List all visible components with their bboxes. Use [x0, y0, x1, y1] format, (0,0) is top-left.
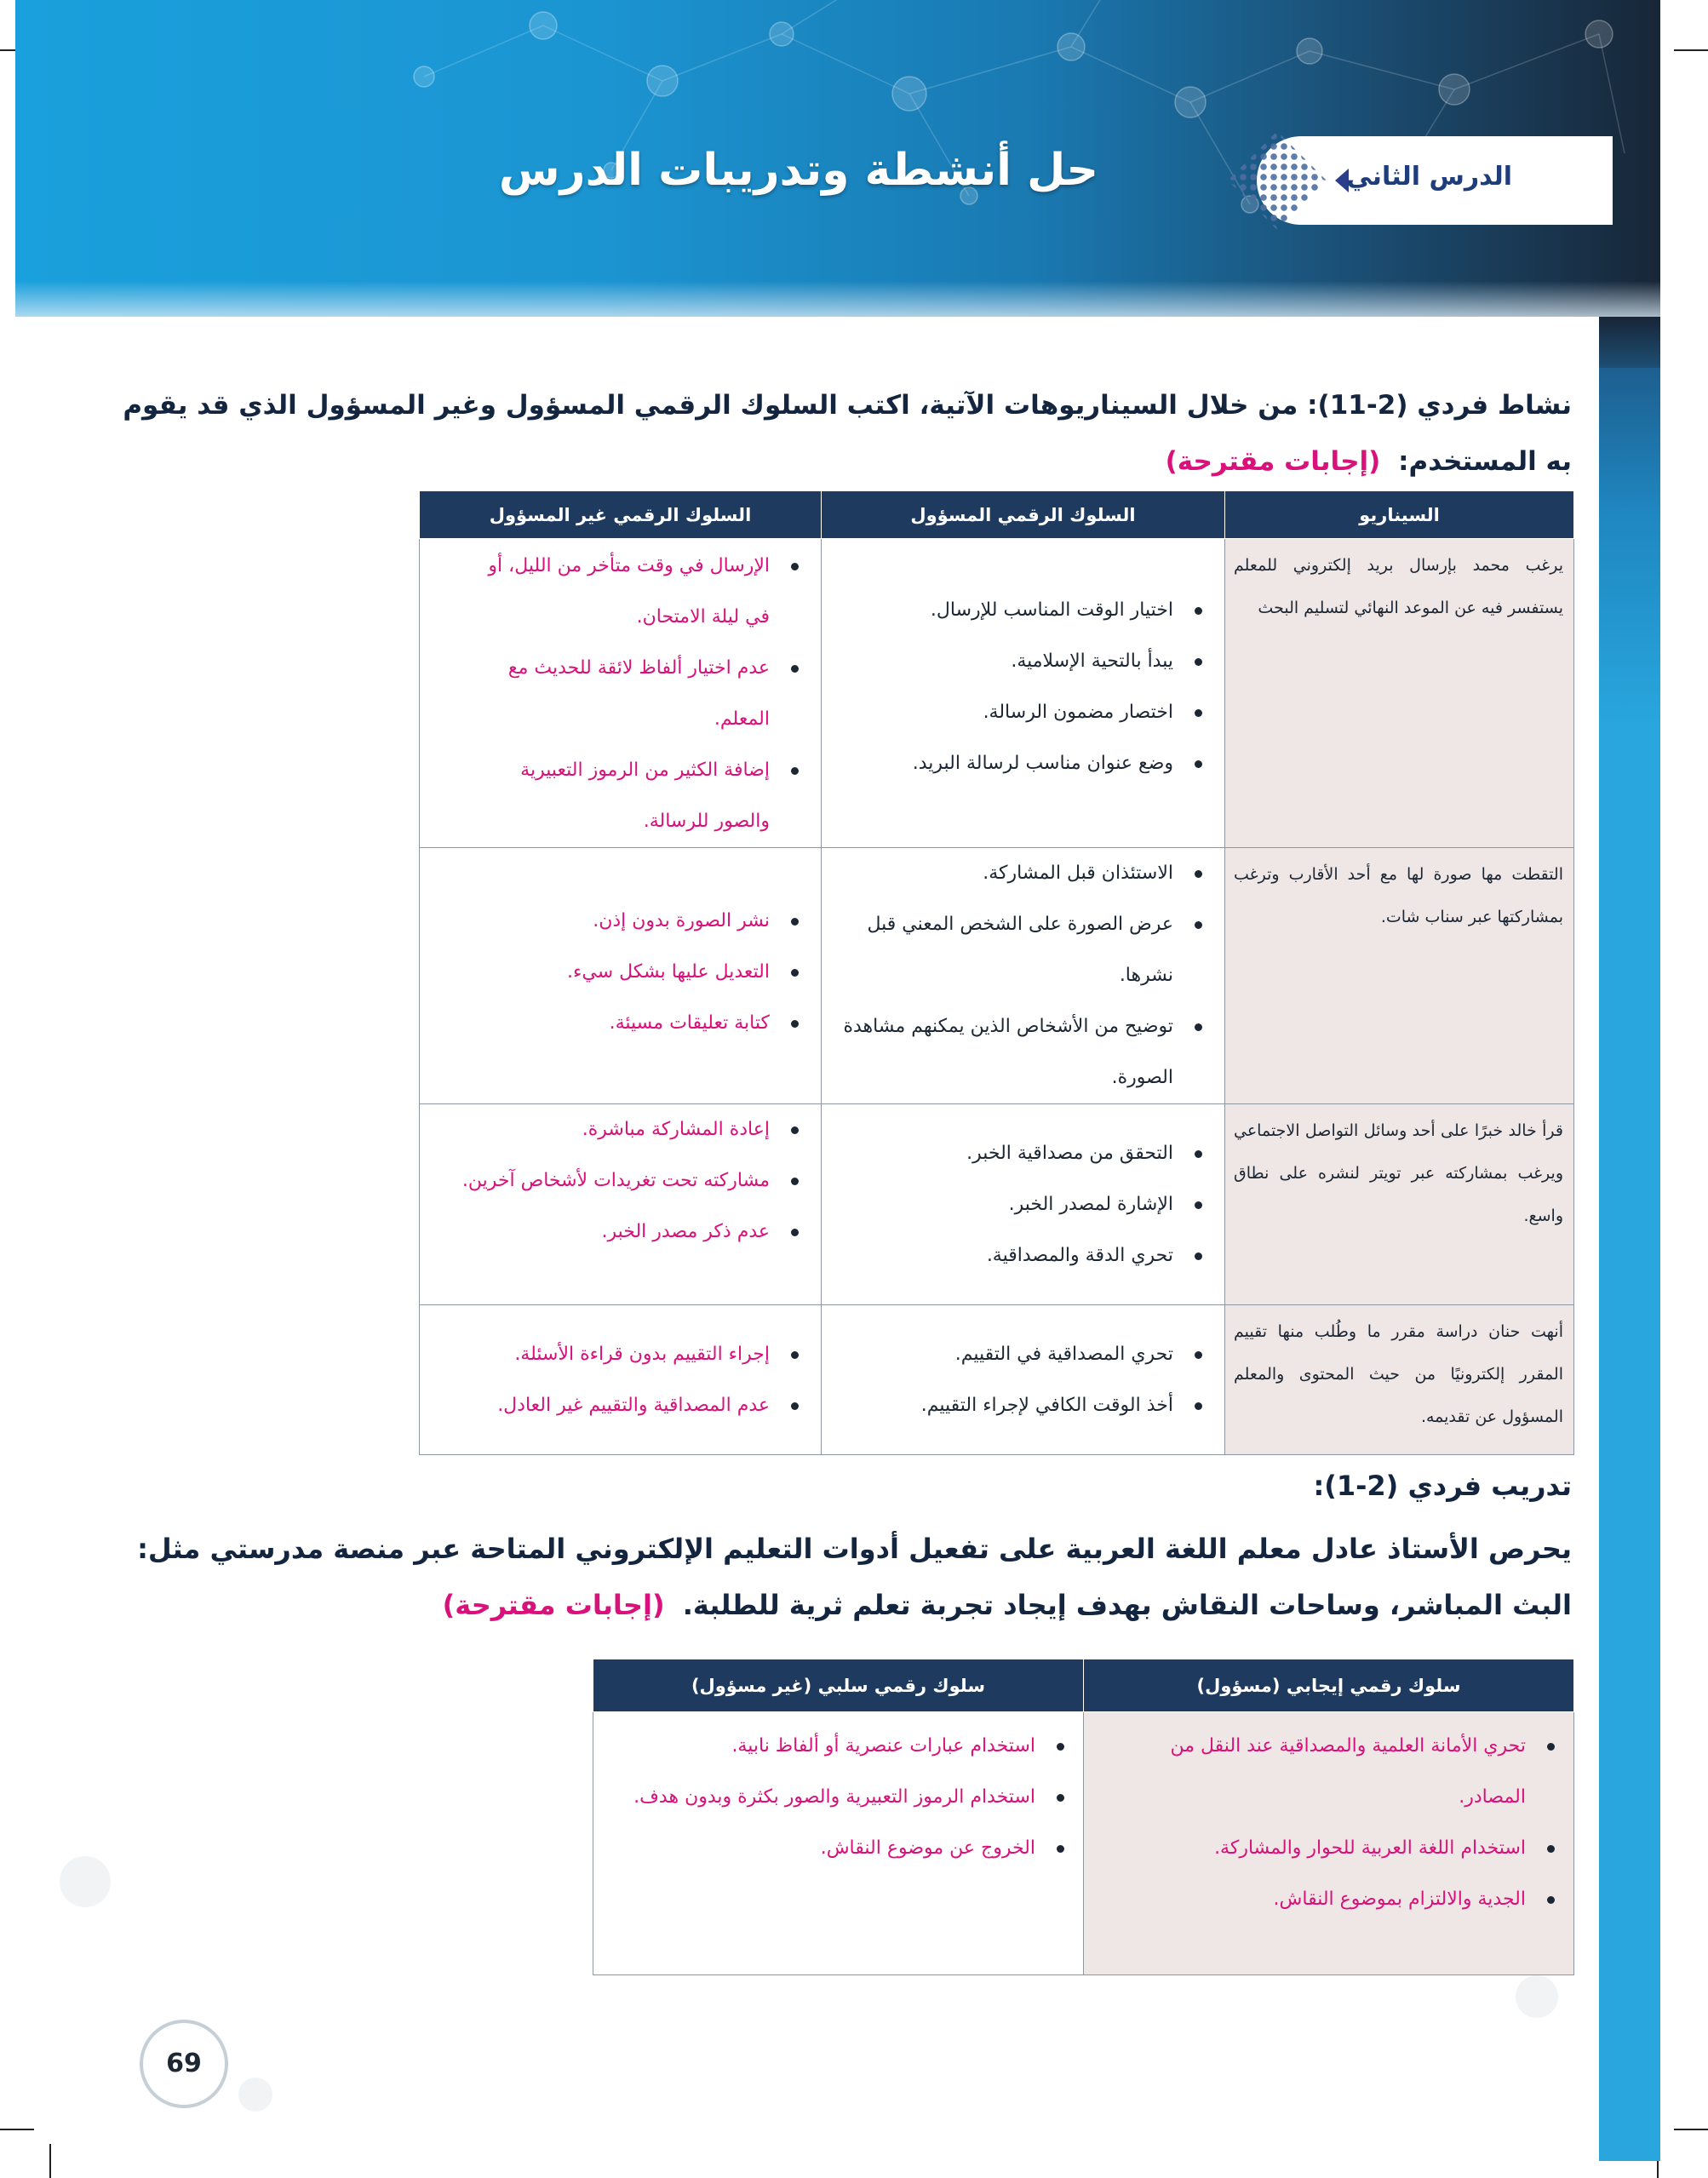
training-title: تدريب فردي (2-1): — [1313, 1470, 1572, 1502]
responsible-cell — [822, 848, 1225, 1104]
responsible-cell — [822, 1305, 1225, 1455]
side-strip — [1599, 368, 1660, 2161]
column-header-irresponsible: السلوك الرقمي غير المسؤول — [420, 491, 822, 539]
table-row — [420, 1104, 1574, 1305]
suggested-answers-label: (إجابات مقترحة) — [442, 1589, 665, 1621]
list-item: مشاركته تحت تغريدات لأشخاص آخرين. — [428, 1155, 805, 1206]
table-header-row — [593, 1659, 1574, 1712]
column-header-scenario: السيناريو — [1225, 491, 1574, 539]
training-line2 — [443, 1589, 1572, 1621]
crop-mark — [1674, 49, 1708, 51]
list-item: تحري الدقة والمصداقية. — [830, 1230, 1209, 1281]
suggested-answers-label: (إجابات مقترحة) — [1165, 446, 1381, 477]
list-item: الإرسال في وقت متأخر من الليل، أو في ليلة الامتحان. — [471, 541, 805, 643]
training-line1: يحرص الأستاذ عادل معلم اللغة العربية على تفعيل أدوات التعليم الإلكتروني المتاحة عبر منصة مدرستي مثل: — [137, 1533, 1572, 1565]
list-item: إعادة المشاركة مباشرة. — [428, 1104, 805, 1155]
irresponsible-cell — [420, 848, 822, 1104]
list-item: تحري المصداقية في التقييم. — [830, 1329, 1209, 1380]
list-item: الإشارة لمصدر الخبر. — [830, 1179, 1209, 1230]
list-item: إجراء التقييم بدون قراءة الأسئلة. — [428, 1329, 805, 1380]
table-header-row — [420, 491, 1574, 539]
list-item: استخدام الرموز التعبيرية والصور بكثرة وبدون هدف. — [610, 1772, 1071, 1823]
list-item: عدم المصداقية والتقييم غير العادل. — [428, 1380, 805, 1431]
background-decoration — [1516, 1975, 1558, 2018]
activity-heading-prefix: به المستخدم: — [1398, 446, 1572, 477]
list-item: وضع عنوان مناسب لرسالة البريد. — [830, 738, 1209, 789]
irresponsible-cell — [420, 539, 822, 848]
column-header-positive: سلوك رقمي إيجابي (مسؤول) — [1084, 1659, 1574, 1712]
background-decoration — [238, 2078, 272, 2112]
page-title: حل أنشطة وتدريبات الدرس — [498, 145, 1098, 196]
list-item: استخدام اللغة العربية للحوار والمشاركة. — [1126, 1823, 1562, 1874]
scenario-cell: قرأ خالد خبرًا على أحد وسائل التواصل الاجتماعي ويرغب بمشاركته عبر تويتر لنشره على نطاق واسع. — [1225, 1104, 1574, 1305]
list-item: استخدام عبارات عنصرية أو ألفاظ نابية. — [610, 1721, 1071, 1772]
training-line2-text: البث المباشر، وساحات النقاش بهدف إيجاد تجربة تعلم ثرية للطلبة. — [682, 1589, 1572, 1621]
table-row — [593, 1712, 1574, 1975]
list-item: الاستئذان قبل المشاركة. — [830, 848, 1209, 899]
scenario-cell: التقطت مها صورة لها مع أحد الأقارب وترغب بمشاركتها عبر سناب شات. — [1225, 848, 1574, 1104]
behavior-table — [593, 1659, 1574, 1975]
list-item: الجدية والالتزام بموضوع النقاش. — [1126, 1874, 1562, 1925]
list-item: التعديل عليها بشكل سيء. — [428, 947, 805, 998]
responsible-cell — [822, 1104, 1225, 1305]
list-item: الخروج عن موضوع النقاش. — [610, 1823, 1071, 1874]
activity-heading-line1: نشاط فردي (2-11): من خلال السيناريوهات الآتية، اكتب السلوك الرقمي المسؤول وغير المسؤول الذي قد يقوم — [123, 390, 1572, 421]
side-strip — [1599, 317, 1660, 368]
table-row — [420, 848, 1574, 1104]
table-row — [420, 1305, 1574, 1455]
list-item: عرض الصورة على الشخص المعني قبل نشرها. — [830, 899, 1209, 1001]
column-header-negative: سلوك رقمي سلبي (غير مسؤول) — [593, 1659, 1084, 1712]
crop-mark — [0, 2129, 34, 2130]
column-header-responsible: السلوك الرقمي المسؤول — [822, 491, 1225, 539]
activity-heading-line2 — [1166, 446, 1572, 477]
positive-cell — [1084, 1712, 1574, 1975]
page-number: 69 — [140, 2020, 228, 2108]
banner-fade — [15, 281, 1660, 317]
scenarios-table — [419, 490, 1574, 1455]
lesson-label: الدرس الثاني — [1346, 162, 1512, 192]
irresponsible-cell — [420, 1305, 822, 1455]
irresponsible-cell — [420, 1104, 822, 1305]
scenario-cell: أنهت حنان دراسة مقرر ما وطُلب منها تقييم المقرر إلكترونيًا من حيث المحتوى والمعلم المسؤول عن تقديمه. — [1225, 1305, 1574, 1455]
table-row — [420, 539, 1574, 848]
list-item: تحري الأمانة العلمية والمصداقية عند النقل من المصادر. — [1126, 1721, 1562, 1823]
background-decoration — [60, 1856, 111, 1907]
list-item: اختصار مضمون الرسالة. — [830, 687, 1209, 738]
crop-mark — [1674, 2129, 1708, 2130]
lesson-tab — [1257, 136, 1613, 225]
list-item: إضافة الكثير من الرموز التعبيرية والصور للرسالة. — [471, 745, 805, 847]
list-item: كتابة تعليقات مسيئة. — [428, 998, 805, 1049]
list-item: يبدأ بالتحية الإسلامية. — [830, 636, 1209, 687]
crop-mark — [49, 2144, 51, 2178]
list-item: عدم ذكر مصدر الخبر. — [428, 1206, 805, 1258]
list-item: عدم اختيار ألفاظ لائقة للحديث مع المعلم. — [471, 643, 805, 745]
list-item: أخذ الوقت الكافي لإجراء التقييم. — [830, 1380, 1209, 1431]
list-item: التحقق من مصداقية الخبر. — [830, 1128, 1209, 1179]
negative-cell — [593, 1712, 1084, 1975]
header-banner — [15, 0, 1660, 317]
scenario-cell: يرغب محمد بإرسال بريد إلكتروني للمعلم يستفسر فيه عن الموعد النهائي لتسليم البحث — [1225, 539, 1574, 848]
responsible-cell — [822, 539, 1225, 848]
list-item: اختيار الوقت المناسب للإرسال. — [830, 585, 1209, 636]
list-item: نشر الصورة بدون إذن. — [428, 896, 805, 947]
list-item: توضيح من الأشخاص الذين يمكنهم مشاهدة الصورة. — [830, 1001, 1209, 1103]
